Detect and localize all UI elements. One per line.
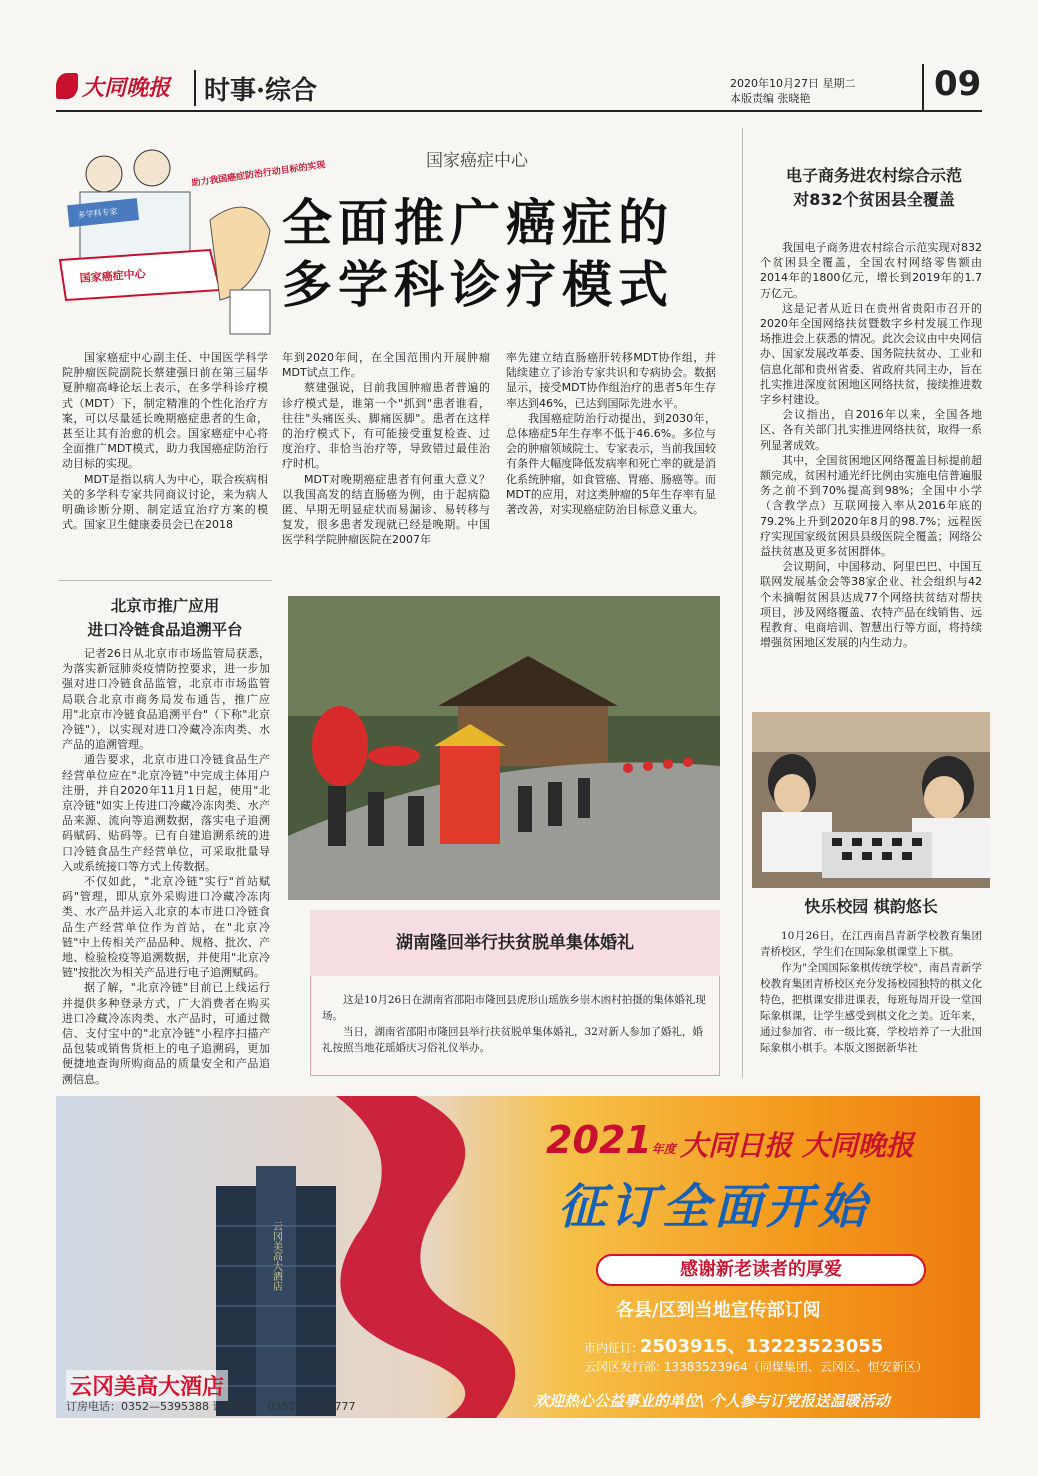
main-paragraph: MDT对晚期癌症患者有何重大意义？以我国高发的结直肠癌为例，由于起病隐匿、早期无明显症状而易漏诊、易转移与复发，很多患者发现就已经是晚期。中国医学科学院肿瘤医院在2007年 (282, 472, 490, 547)
issue-date: 2020年10月27日 星期二 (730, 77, 856, 90)
newspaper-logo: 大同晚报 (56, 66, 186, 106)
ad-papers: 大同日报 大同晚报 (680, 1129, 914, 1162)
cartoon-label-goal: 助力我国癌症防治行动目标的实现 (191, 160, 327, 189)
beijing-paragraph: 不仅如此，"北京冷链"实行"首站赋码"管理，即从京外采购进口冷藏冷冻肉类、水产品并运入北京的本市进口冷链食品生产经营单位作为首站，在"北京冷链"中上传相关产品品种、规格、批次、产地、检验检疫等追溯数据，并使用"北京冷链"按批次为相关产品进行电子追溯赋码。 (62, 875, 270, 980)
subscription-ad (56, 1096, 980, 1418)
ecommerce-headline-line1: 电子商务进农村综合示范 (785, 166, 962, 185)
ad-year-suffix: 年度 (651, 1142, 676, 1156)
hotel-sign-text: 云冈美高大酒店 (270, 1221, 282, 1291)
ecommerce-paragraph: 这是记者从近日在贵州省贵阳市召开的2020年全国网络扶贫暨数字乡村发展工作现场推进会上获悉的情况。此次会议由中央网信办、国家发展改革委、国务院扶贫办、工业和信息化部和贵州省委、省政府共同主办，旨在扎实推进深度贫困地区网络扶贫，接续推进数字乡村建设。 (760, 301, 982, 407)
beijing-headline (58, 594, 272, 642)
section-rule (58, 580, 272, 581)
main-column-1 (62, 350, 268, 532)
wedding-caption (322, 992, 710, 1056)
ecommerce-article (760, 240, 982, 650)
cartoon-label-experts: 多学科专家 (77, 206, 118, 220)
hotel-phones: 订房电话：0352—5395388 订餐电话：0352—5322777 (66, 1400, 356, 1413)
main-headline (282, 192, 732, 316)
main-headline-line2: 多学科诊疗模式 (282, 256, 674, 314)
ad-bottom-slogan: 欢迎热心公益事业的单位\ 个人参与订党报送温暖活动 (534, 1392, 890, 1410)
page-header (56, 62, 982, 112)
main-column-2 (282, 350, 490, 548)
wedding-paragraph: 当日，湖南省邵阳市隆回县举行扶贫脱单集体婚礼，32对新人参加了婚礼，婚礼按照当地花瑶婚庆习俗礼仪举办。 (322, 1026, 703, 1054)
ad-year: 2021年度 (546, 1118, 676, 1162)
wedding-headline: 湖南隆回举行扶贫脱单集体婚礼 (310, 910, 720, 976)
main-paragraph: 年到2020年间，在全国范围内开展肿瘤MDT试点工作。 (282, 351, 490, 380)
column-divider (742, 128, 743, 1078)
page-number: 09 (922, 64, 982, 110)
hotel-name: 云冈美高大酒店 (66, 1370, 228, 1401)
ecommerce-paragraph: 会议期间，中国移动、阿里巴巴、中国互联网发展基金会等38家企业、社会组织与42个未摘帽贫困县达成77个网络扶贫结对帮扶项目，涉及网络覆盖、农特产品在线销售、远程教育、电商培训、智慧出行等方面，将持续增强贫困地区发展的内生动力。 (760, 560, 982, 650)
beijing-paragraph: 据了解，"北京冷链"目前已上线运行并提供多种登录方式，广大消费者在购买进口冷藏冷冻肉类、水产品时，可通过微信、支付宝中的"北京冷链"小程序扫描产品包装或销售货柜上的电子追溯码，更加便捷地查询所购商品的质量安全和产品追溯信息。 (62, 981, 270, 1086)
section-title: 时事·综合 (204, 76, 318, 106)
main-paragraph: 率先建立结直肠癌肝转移MDT协作组，并陆续建立了诊治专家共识和专病协会。数据显示，接受MDT协作组治疗的患者5年生存率达到46%，已达到国际先进水平。 (506, 351, 716, 410)
header-divider (194, 70, 196, 106)
main-paragraph: 国家癌症中心副主任、中国医学科学院肿瘤医院副院长蔡建强日前在第三届华夏肿瘤高峰论坛上表示，在多学科诊疗模式（MDT）下，制定精准的个性化治疗方案，可以尽量延长晚期癌症患者的生命，甚至让其有治愈的机会。国家癌症中心将全面推广MDT模式，助力我国癌症防治行动目标的实现。 (62, 351, 268, 471)
main-paragraph: 我国癌症防治行动提出，到2030年，总体癌症5年生存率不低于46.6%。多位与会的肿瘤领域院士、专家表示，当前我国较有条件大幅度降低发病率和死亡率的就是消化系统肿瘤，如食管癌、胃癌、肠癌等。而MDT的应用，对这类肿瘤的5年生存率有显著改善，对实现癌症防治目标意义重大。 (506, 411, 716, 517)
main-column-3 (506, 350, 716, 517)
chess-paragraph: 10月26日，在江西南昌青新学校教育集团青桥校区，学生们在国际象棋课堂上下棋。 (760, 930, 982, 958)
ad-main-slogan: 征订全面开始 (558, 1179, 871, 1235)
beijing-article (62, 646, 270, 1087)
main-paragraph: 蔡建强说，目前我国肿瘤患者普遍的诊疗模式是，谁第一个"抓到"患者谁看，往往"头痛医头、脚痛医脚"。患者在这样的治疗模式下，有可能接受重复检查、过度治疗、非恰当治疗等，导致错过最佳治疗时机。 (282, 381, 490, 471)
date-block (730, 76, 856, 106)
main-kicker: 国家癌症中心 (426, 151, 528, 171)
main-headline-line1: 全面推广癌症的 (282, 194, 674, 252)
cartoon-illustration (60, 140, 327, 336)
cartoon-label-center: 国家癌症中心 (79, 267, 147, 285)
ad-district-phones: 云冈区发行部: 13383523964（同煤集团、云冈区、恒安新区） (584, 1360, 928, 1374)
editor-credit: 本版责编 张晓艳 (730, 92, 811, 105)
chess-photo (752, 712, 990, 888)
wedding-paragraph: 这是10月26日在湖南省邵阳市隆回县虎形山瑶族乡崇木凼村拍摄的集体婚礼现场。 (322, 994, 706, 1022)
beijing-paragraph: 记者26日从北京市市场监管局获悉，为落实新冠肺炎疫情防控要求，进一步加强对进口冷链食品监管，北京市市场监管局联合北京市商务局发布通告，推广应用"北京市冷链食品追溯平台"（下称"北京冷链"），以实现对进口冷藏冷冻肉类、水产品的追溯管理。 (62, 647, 270, 752)
beijing-paragraph: 通告要求，北京市进口冷链食品生产经营单位应在"北京冷链"中完成主体用户注册，并自2020年11月1日起，使用"北京冷链"如实上传进口冷藏冷冻肉类、水产品来源、流向等追溯数据，落实电子追溯码赋码、贴码等。已有自建追溯系统的进口冷链食品生产经营单位，可采取批量导入或系统接口等方式上传数据。 (62, 753, 270, 873)
ad-city-phones: 市内征订: 2503915、13223523055 (584, 1336, 884, 1357)
main-paragraph: MDT是指以病人为中心，联合疾病相关的多学科专家共同商议讨论，来为病人明确诊断分期、制定适宜治疗方案的模式。国家卫生健康委员会已在2018 (62, 472, 268, 532)
ecommerce-paragraph: 会议指出，自2016年以来，全国各地区、各有关部门扎实推进网络扶贫，取得一系列显著成效。 (760, 408, 982, 452)
ecommerce-paragraph: 我国电子商务进农村综合示范实现对832个贫困县全覆盖，全国农村网络零售额由2014年的1800亿元，增长到2019年的1.7万亿元。 (760, 241, 982, 300)
wedding-photo (288, 596, 720, 900)
chess-caption (760, 928, 982, 1056)
beijing-headline-line1: 北京市推广应用 (110, 597, 220, 615)
beijing-headline-line2: 进口冷链食品追溯平台 (87, 621, 243, 639)
ad-thanks: 感谢新老读者的厚爱 (596, 1254, 926, 1286)
ecommerce-headline-line2: 对832个贫困县全覆盖 (793, 190, 955, 209)
ecommerce-headline (756, 164, 992, 212)
chess-paragraph: 作为"全国国际象棋传统学校"，南昌青新学校教育集团青桥校区充分发扬校园独特的棋文化特色，把棋课安排进课表，每班每周开设一堂国际象棋课，让学生感受到棋文化之美。近年来，通过参加省、市一级比赛，学校培养了一大批国际象棋小棋手。本版文图据新华社 (760, 962, 982, 1054)
logo-icon (56, 73, 78, 99)
chess-headline: 快乐校园 棋韵悠长 (804, 897, 938, 916)
ad-subscribe-info: 各县/区到当地宣传部订阅 (616, 1300, 821, 1321)
ecommerce-paragraph: 其中，全国贫困地区网络覆盖目标提前超额完成，贫困村通光纤比例由实施电信普遍服务之前不到70%提高到98%；全国中小学（含教学点）互联网接入率从2016年底的79.2%上升到2020年8月的98.7%；远程医疗实现国家级贫困县县级医院全覆盖；网络公益扶贫惠及更多贫困群体。 (760, 453, 982, 559)
